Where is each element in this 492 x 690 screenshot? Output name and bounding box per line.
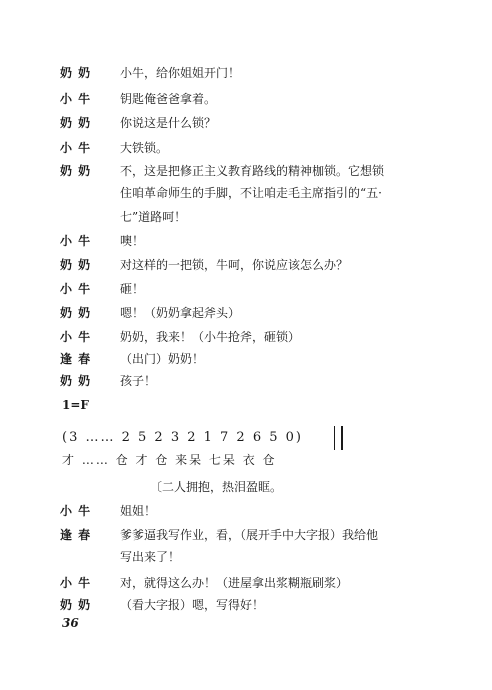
music-key: 1=F (62, 398, 89, 412)
speaker-name: 逢 春 (60, 352, 92, 366)
dialogue-line (0, 62, 492, 84)
dialogue-text: 砸！ (120, 282, 145, 296)
dialogue-line (0, 594, 492, 616)
dialogue-text: 对这样的一把锁，牛呵，你说应该怎么办？ (120, 258, 349, 272)
dialogue-text: 嗯！（奶奶拿起斧头） (120, 306, 241, 320)
dialogue-line (0, 370, 492, 392)
dialogue-text: （看大字报）嗯，写得好！ (120, 598, 265, 612)
dialogue-continuation: 住咱革命师生的手脚，不让咱走毛主席指引的“五· (120, 186, 382, 200)
dialogue-line (0, 348, 492, 370)
dialogue-line (0, 278, 492, 300)
music-lyrics: 才 …… 仓 才 仓 来呆 七呆 衣 仓 (62, 453, 277, 467)
speaker-name: 小 牛 (60, 282, 92, 296)
dialogue-text: （出门）奶奶！ (120, 352, 205, 366)
speaker-name: 小 牛 (60, 92, 92, 106)
dialogue-line (0, 160, 492, 182)
dialogue-text: 钥匙俺爸爸拿着。 (120, 92, 217, 106)
page-number: 36 (62, 616, 79, 630)
dialogue-text: 你说这是什么锁？ (120, 116, 217, 130)
dialogue-text: 爹爹逼我写作业，看，（展开手中大字报）我给他 (120, 528, 379, 542)
dialogue-text: 不，这是把修正主义教育路线的精神枷锁。它想锁 (120, 164, 385, 178)
speaker-name: 奶 奶 (60, 374, 92, 388)
dialogue-text: 小牛，给你姐姐开门！ (120, 66, 241, 80)
speaker-name: 奶 奶 (60, 598, 92, 612)
dialogue-line (0, 326, 492, 348)
dialogue-line (0, 137, 492, 159)
dialogue-text: 孩子！ (120, 374, 157, 388)
dialogue-line (0, 302, 492, 324)
dialogue-line (0, 230, 492, 252)
speaker-name: 逢 春 (60, 528, 92, 542)
dialogue-text: 奶奶，我来！（小牛抢斧，砸锁） (120, 330, 301, 344)
speaker-name: 奶 奶 (60, 66, 92, 80)
speaker-name: 小 牛 (60, 234, 92, 248)
speaker-name: 小 牛 (60, 141, 92, 155)
stage-direction: 〔二人拥抱，热泪盈眶。 (150, 480, 283, 494)
dialogue-text: 姐姐！ (120, 504, 157, 518)
dialogue-text: 对，就得这么办！（进屋拿出浆糊瓶刷浆） (120, 576, 349, 590)
end-barline (334, 426, 343, 450)
speaker-name: 奶 奶 (60, 164, 92, 178)
dialogue-line (0, 572, 492, 594)
speaker-name: 小 牛 (60, 330, 92, 344)
speaker-name: 奶 奶 (60, 258, 92, 272)
speaker-name: 小 牛 (60, 504, 92, 518)
dialogue-text: 噢！ (120, 234, 145, 248)
speaker-name: 奶 奶 (60, 306, 92, 320)
dialogue-line (0, 524, 492, 546)
dialogue-continuation: 七”道路呵！ (120, 210, 187, 224)
speaker-name: 小 牛 (60, 576, 92, 590)
speaker-name: 奶 奶 (60, 116, 92, 130)
dialogue-line (0, 88, 492, 110)
dialogue-line (0, 254, 492, 276)
music-notes: (3 …… 2 5 2 3 2 1 7 2 6 5 0) (62, 430, 303, 445)
dialogue-continuation: 写出来了！ (120, 550, 181, 564)
dialogue-line (0, 112, 492, 134)
dialogue-text: 大铁锁。 (120, 141, 169, 155)
dialogue-line (0, 500, 492, 522)
